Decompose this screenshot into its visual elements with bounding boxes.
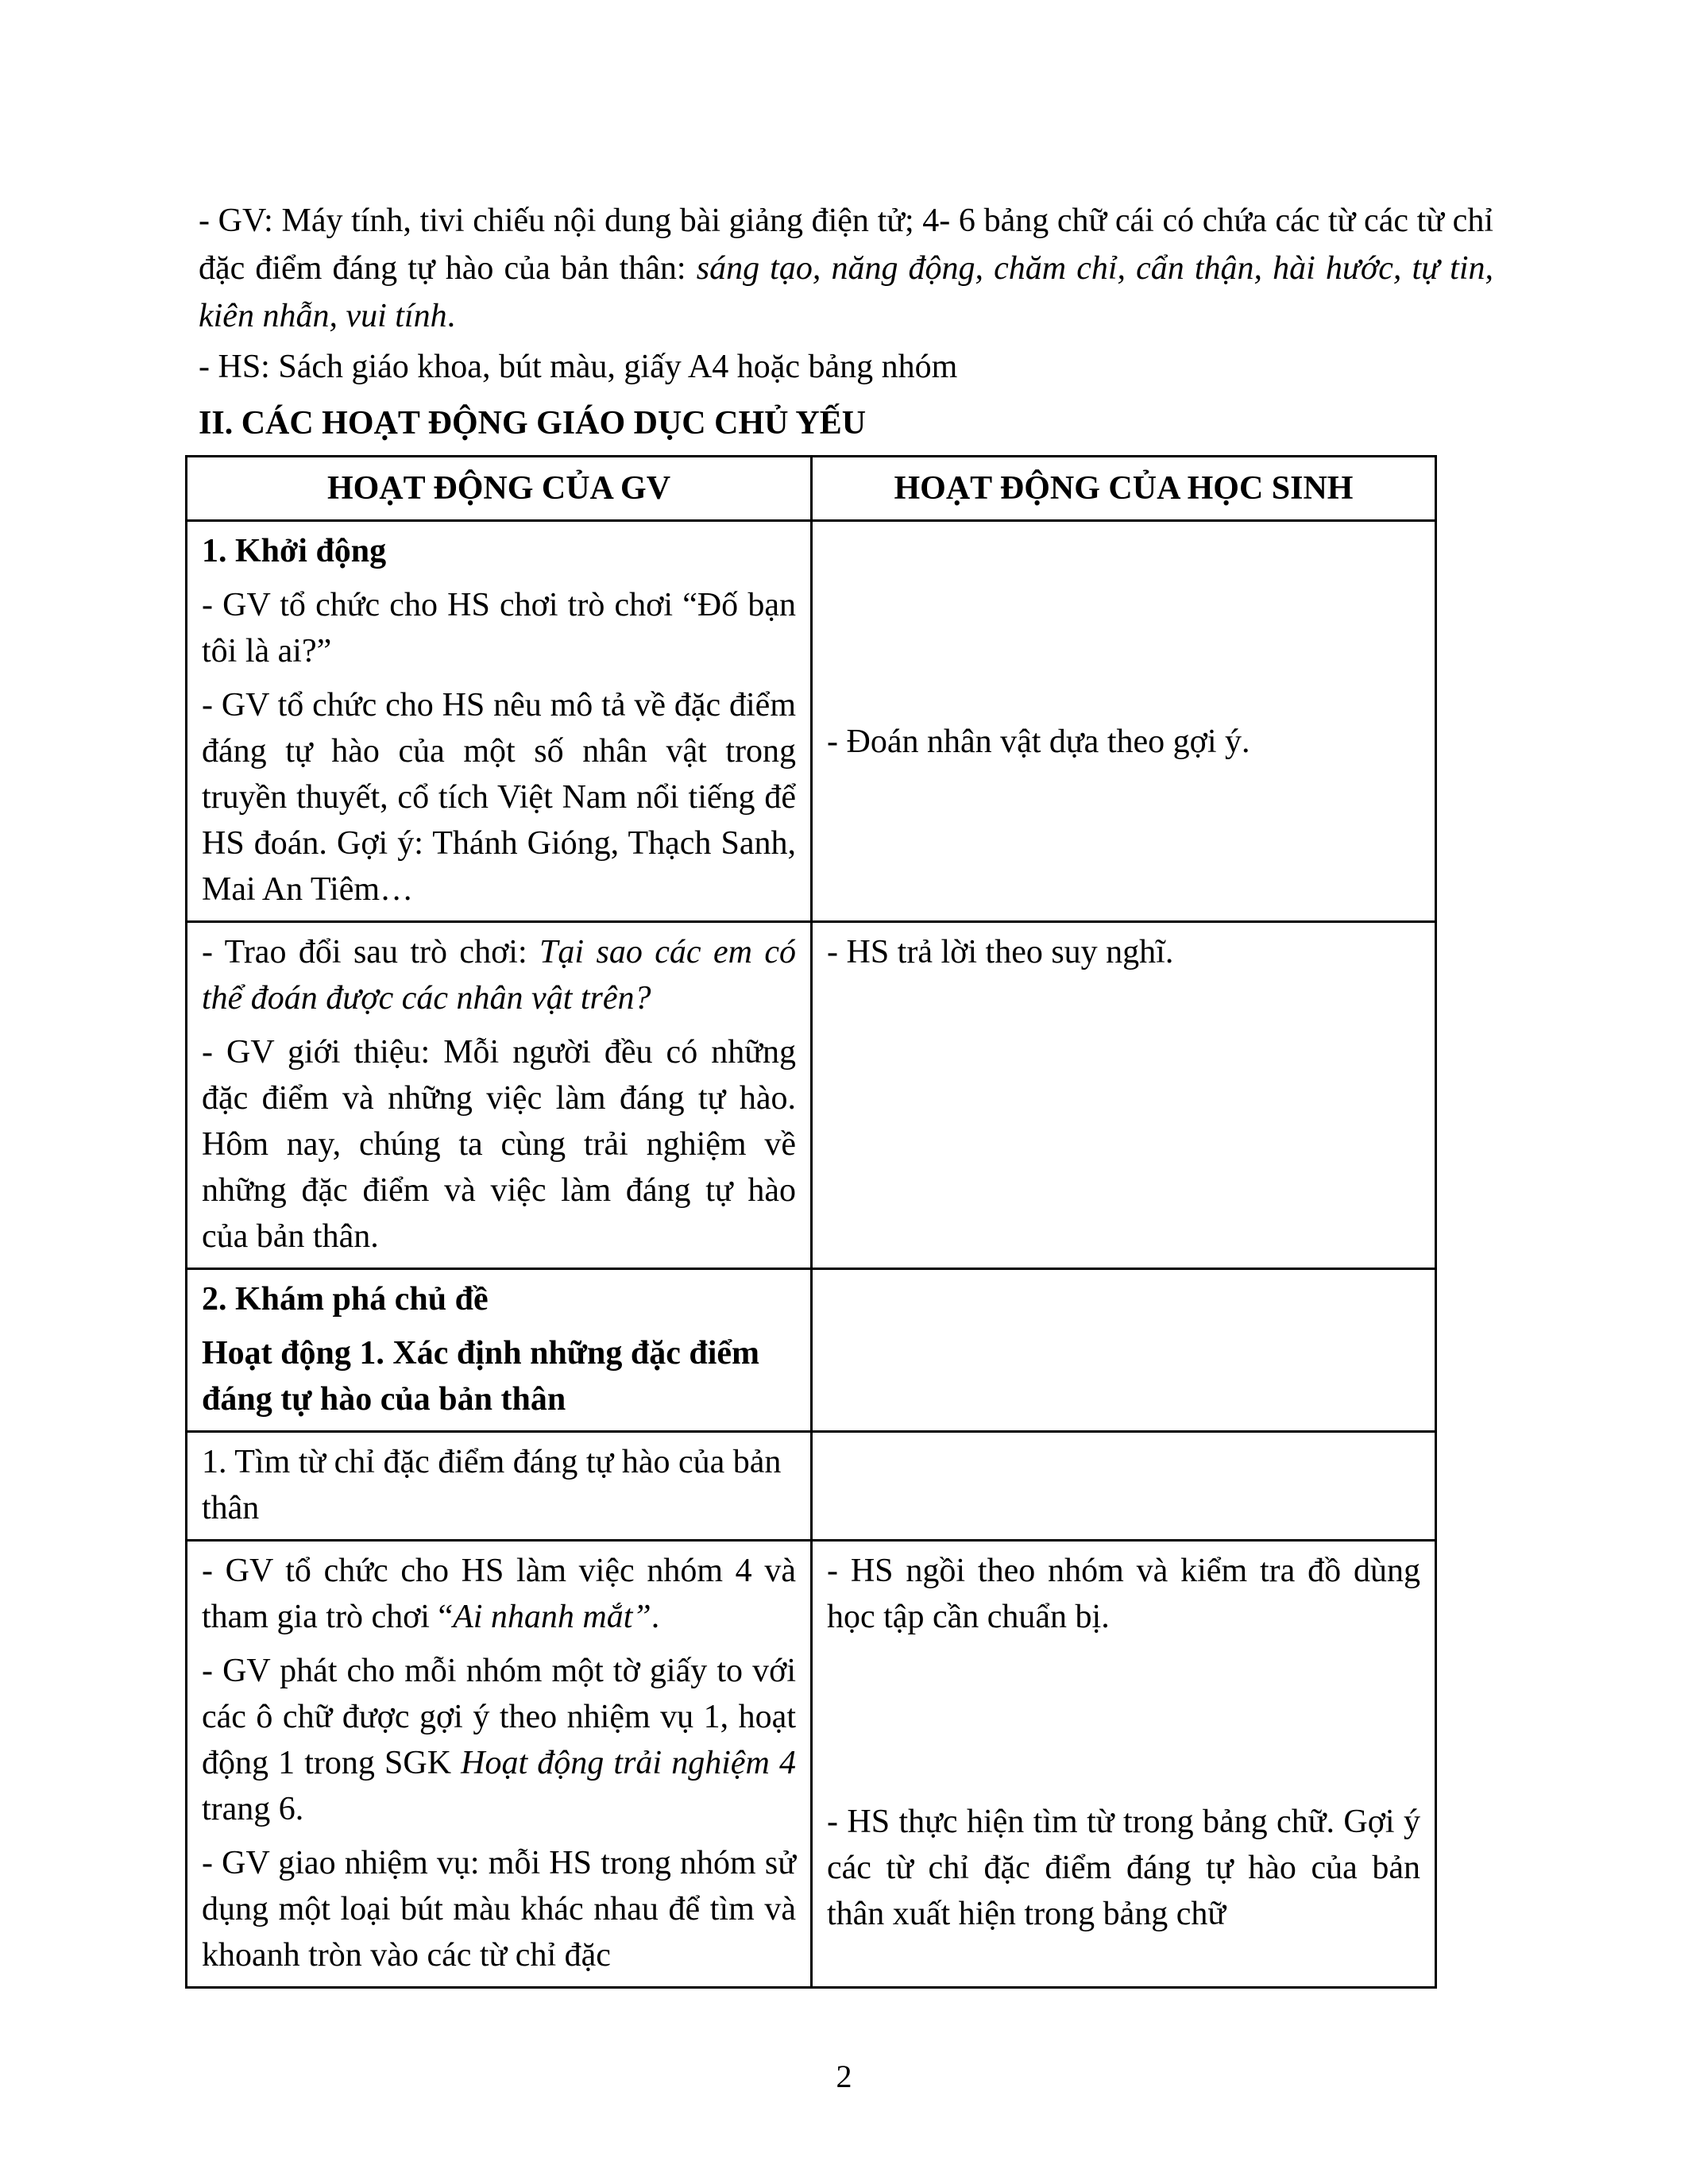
teacher-materials-end: . [446,298,456,334]
teacher-step: - GV giao nhiệm vụ: mỗi HS trong nhóm sử dụng một loại bút màu khác nhau để tìm và khoanh tròn vào các từ chỉ đặc [202,1845,796,1974]
teacher-step-question: Tại sao các em có thể đoán được các nhân vật trên? [202,934,796,1017]
teacher-cell [187,1269,812,1432]
row-heading: 1. Khởi động [202,533,387,569]
teacher-step: - GV tổ chức cho HS nêu mô tả về đặc điểm đáng tự hào của một số nhân vật trong truyền thuyết, cổ tích Việt Nam nổi tiếng để HS đoán. Gợi ý: Thánh Gióng, Thạch Sanh, Mai An Tiêm… [202,687,796,908]
section-heading: II. CÁC HOẠT ĐỘNG GIÁO DỤC CHỦ YẾU [199,405,867,442]
teacher-step-end: . [651,1599,660,1635]
student-materials: - HS: Sách giáo khoa, bút màu, giấy A4 hoặc bảng nhóm [199,349,958,385]
materials-section [199,197,1493,391]
activity-heading: Hoạt động 1. Xác định những đặc điểm đáng tự hào của bản thân [202,1335,760,1418]
teacher-materials-words: sáng tạo, năng động, chăm chỉ, cẩn thận, hài hước, tự tin, kiên nhẫn, vui tính [199,250,1494,334]
table-row [187,1269,1436,1432]
teacher-step-text: - Trao đổi sau trò chơi: [202,934,540,970]
game-name: Ai nhanh mắt” [453,1599,651,1635]
table-header-row [187,457,1436,521]
student-cell [812,1432,1436,1541]
table-row [187,922,1436,1269]
page-number: 2 [836,2059,852,2094]
teacher-cell [187,521,812,922]
row-heading: 2. Khám phá chủ đề [202,1281,489,1318]
student-column-header: HOẠT ĐỘNG CỦA HỌC SINH [812,457,1436,521]
table-row [187,521,1436,922]
teacher-step-text: - GV phát cho mỗi nhóm một tờ giấy to với các ô chữ được gợi ý theo nhiệm vụ 1, hoạt động 1 trong SGK [202,1653,796,1781]
teacher-step-text: - GV tổ chức cho HS làm việc nhóm 4 và tham gia trò chơi “ [202,1553,796,1635]
student-cell [812,521,1436,922]
table-row [187,1541,1436,1988]
student-step: - HS trả lời theo suy nghĩ. [827,934,1174,970]
task-heading: 1. Tìm từ chỉ đặc điểm đáng tự hào của bản thân [202,1444,782,1526]
activities-table [185,455,1437,1989]
student-cell [812,1541,1436,1988]
teacher-materials [199,197,1493,340]
teacher-cell [187,1541,812,1988]
teacher-step [202,1648,796,1832]
teacher-step: - GV giới thiệu: Mỗi người đều có những đặc điểm và những việc làm đáng tự hào. Hôm nay, chúng ta cùng trải nghiệm về những đặc điểm và việc làm đáng tự hào của bản thân. [202,1034,796,1255]
student-cell [812,922,1436,1269]
student-step: - HS thực hiện tìm từ trong bảng chữ. Gợi ý các từ chỉ đặc điểm đáng tự hào của bản thân xuất hiện trong bảng chữ [827,1804,1420,1932]
teacher-cell [187,1432,812,1541]
teacher-step [202,929,796,1021]
teacher-column-header: HOẠT ĐỘNG CỦA GV [187,457,812,521]
book-title: Hoạt động trải nghiệm 4 [461,1745,796,1781]
teacher-step: - GV tổ chức cho HS chơi trò chơi “Đố bạn tôi là ai?” [202,587,796,669]
student-cell [812,1269,1436,1432]
teacher-cell [187,922,812,1269]
teacher-materials-text: - GV: Máy tính, tivi chiếu nội dung bài giảng điện tử; 4- 6 bảng chữ cái có chứa các từ các từ chỉ đặc điểm đáng tự hào của bản thân: [199,203,1493,287]
teacher-step [202,1548,796,1640]
student-step: - HS ngồi theo nhóm và kiểm tra đồ dùng học tập cần chuẩn bị. [827,1553,1420,1635]
student-step: - Đoán nhân vật dựa theo gợi ý. [827,723,1250,760]
table-row [187,1432,1436,1541]
teacher-step-end: trang 6. [202,1791,304,1827]
